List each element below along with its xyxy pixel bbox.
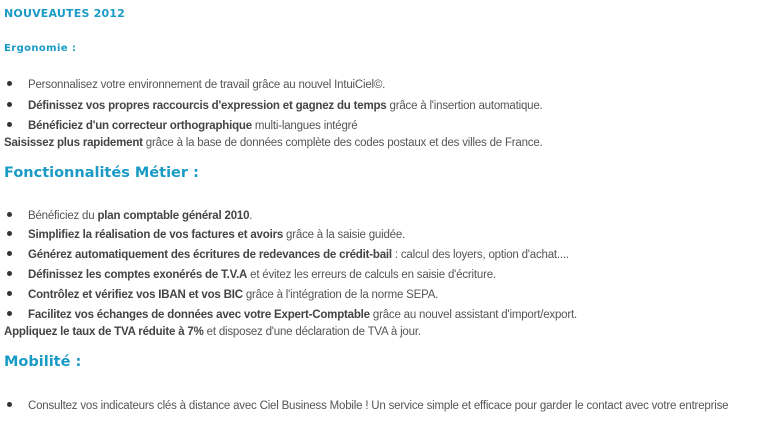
bullet-icon xyxy=(7,212,12,217)
list-item: Simplifiez la réalisation de vos factures et avoirs grâce à la saisie guidée. xyxy=(4,229,405,241)
list-item: Consultez vos indicateurs clés à distance avec Ciel Business Mobile ! Un service simple et efficace pour garder le contact avec votre entreprise xyxy=(4,399,749,414)
list-item: Personnalisez votre environnement de travail grâce au nouvel IntuiCiel©. xyxy=(4,79,385,91)
bullet-icon xyxy=(7,122,12,127)
metier-heading: Fonctionnalités Métier : xyxy=(4,165,199,181)
list-item: Facilitez vos échanges de données avec votre Expert-Comptable grâce au nouvel assistant d'import/export. xyxy=(4,309,577,321)
mobilite-heading: Mobilité : xyxy=(4,354,82,370)
bullet-icon xyxy=(7,311,12,316)
list-item: Définissez les comptes exonérés de T.V.A et évitez les erreurs de calculs en saisie d'écriture. xyxy=(4,269,496,281)
list-item: Bénéficiez d'un correcteur orthographique multi-langues intégré xyxy=(4,120,357,132)
list-item: Bénéficiez du plan comptable général 2010. xyxy=(4,210,252,222)
bullet-icon xyxy=(7,102,12,107)
list-item: Générez automatiquement des écritures de redevances de crédit-bail : calcul des loyers, option d'achat.... xyxy=(4,249,569,261)
bullet-icon xyxy=(7,402,12,407)
ergonomie-heading: Ergonomie : xyxy=(4,43,77,54)
bullet-icon xyxy=(7,231,12,236)
list-item: Contrôlez et vérifiez vos IBAN et vos BIC grâce à l'intégration de la norme SEPA. xyxy=(4,289,438,301)
metier-last-line: Appliquez le taux de TVA réduite à 7% et disposez d'une déclaration de TVA à jour. xyxy=(4,326,421,338)
bullet-icon xyxy=(7,271,12,276)
list-item: Définissez vos propres raccourcis d'expression et gagnez du temps grâce à l'insertion automatique. xyxy=(4,100,543,112)
bullet-icon xyxy=(7,251,12,256)
page-title: NOUVEAUTES 2012 xyxy=(4,7,126,20)
bullet-icon xyxy=(7,81,12,86)
bullet-icon xyxy=(7,291,12,296)
ergonomie-last-line: Saisissez plus rapidement grâce à la base de données complète des codes postaux et des villes de France. xyxy=(4,137,543,149)
